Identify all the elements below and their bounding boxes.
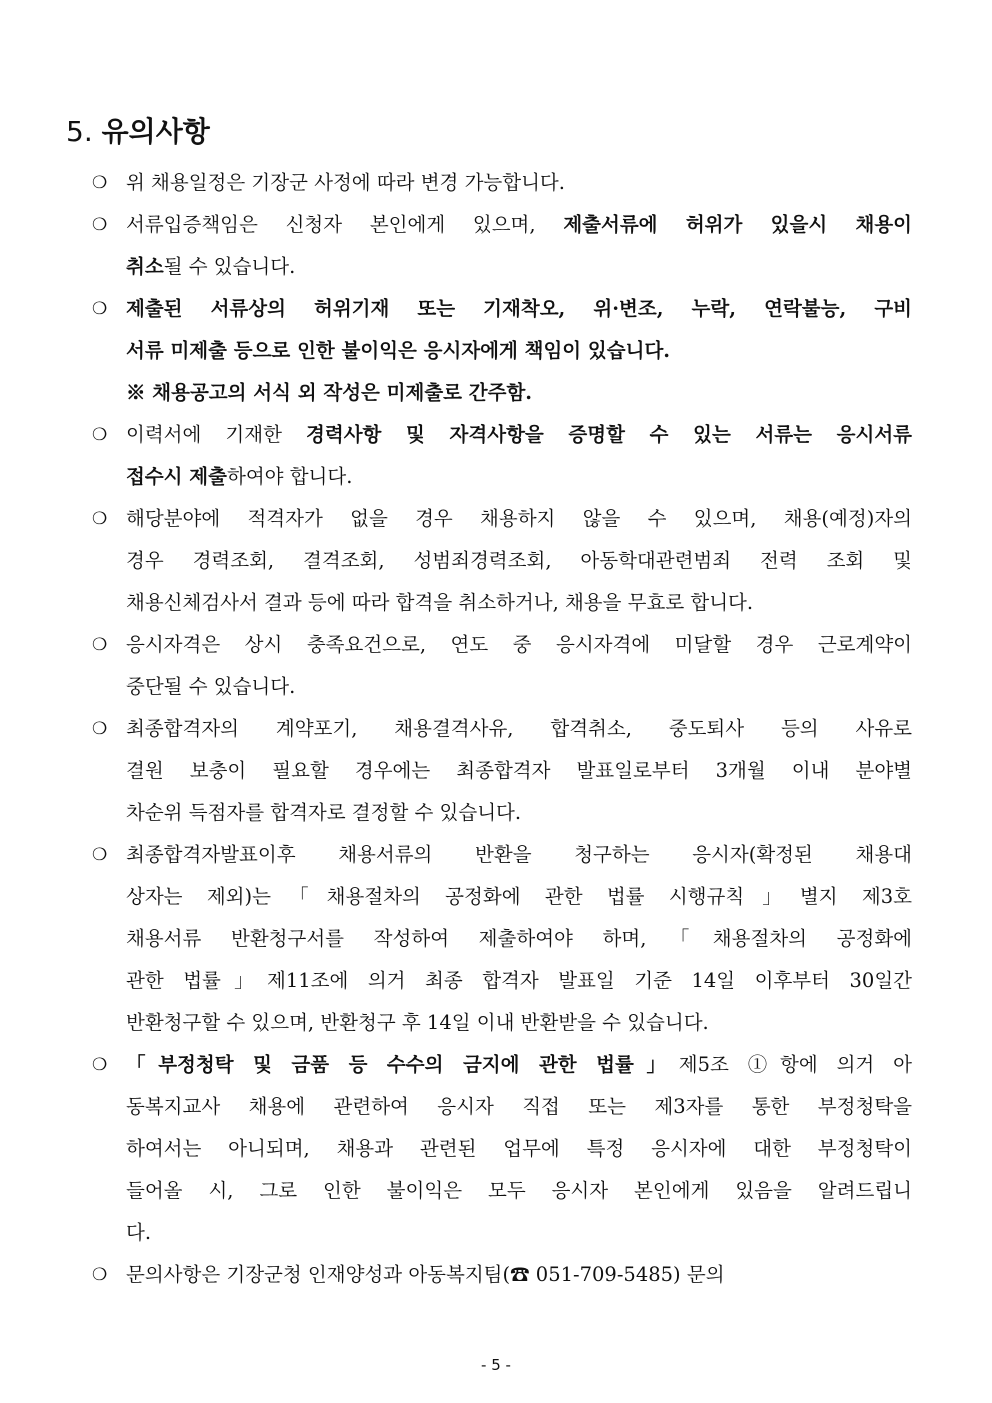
circle-bullet-icon: ❍ [92,215,108,235]
circle-bullet-icon: ❍ [92,719,108,739]
notice-line [126,1212,912,1254]
text-run: 하여야 합니다. [226,465,353,488]
notice-line [126,792,912,834]
notice-line [126,1170,912,1212]
note-line: ※ 채용공고의 서식 외 작성은 미제출로 간주함. [126,381,533,404]
text-run: 제출서류에 허위가 있을시 채용이 [563,213,912,236]
notice-line [126,1128,912,1170]
text-run: 차순위 득점자를 합격자로 결정할 수 있습니다. [126,801,522,824]
notice-item [92,288,912,372]
notice-item [92,204,912,288]
notice-line [126,750,912,792]
text-run: 들어올 시, 그로 인한 불이익은 모두 응시자 본인에게 있음을 알려드립니 [126,1179,912,1202]
text-run: 최종합격자발표이후 채용서류의 반환을 청구하는 응시자(확정된 채용대 [126,843,912,866]
text-run: 취소 [126,255,164,278]
section-number: 5. [66,115,93,148]
notice-line [126,330,912,372]
notice-item [92,162,912,204]
text-run: 채용신체검사서 결과 등에 따라 합격을 취소하거나, 채용을 무효로 합니다. [126,591,754,614]
text-run: 동복지교사 채용에 관련하여 응시자 직접 또는 제3자를 통한 부정청탁을 [126,1095,912,1118]
circle-bullet-icon: ❍ [92,1265,108,1285]
text-run: 최종합격자의 계약포기, 채용결격사유, 합격취소, 중도퇴사 등의 사유로 [126,717,912,740]
notice-line [126,960,912,1002]
text-run: 다. [126,1221,152,1244]
text-run: 채용서류 반환청구서를 작성하여 제출하여야 하며,「채용절차의 공정화에 [126,927,912,950]
notice-line [126,540,912,582]
notice-line [126,288,912,330]
section-heading [66,112,210,152]
notice-item [92,414,912,498]
text-run: 결원 보충이 필요할 경우에는 최종합격자 발표일로부터 3개월 이내 분야별 [126,759,912,782]
notice-line [126,204,912,246]
text-run: 접수시 제출 [126,465,227,488]
notice-item [92,834,912,1044]
text-run: 위 채용일정은 기장군 사정에 따라 변경 가능합니다. [126,171,565,194]
notice-item [92,1044,912,1254]
notice-line [126,834,912,876]
circle-bullet-icon: ❍ [92,1055,108,1075]
notice-line [126,414,912,456]
text-run: 이력서에 기재한 [126,423,307,446]
notice-line [126,582,912,624]
notice-line [126,1254,912,1296]
notice-line [126,162,912,204]
notice-line [126,1002,912,1044]
notice-item [92,1254,912,1296]
notice-line [126,918,912,960]
text-run: 서류입증책임은 신청자 본인에게 있으며, [126,213,564,236]
notice-item [92,498,912,624]
circle-bullet-icon: ❍ [92,845,108,865]
circle-bullet-icon: ❍ [92,425,108,445]
circle-bullet-icon: ❍ [92,635,108,655]
text-run: 서류 미제출 등으로 인한 불이익은 응시자에게 책임이 있습니다. [126,339,671,362]
notice-item [92,708,912,834]
notice-line [126,1044,912,1086]
notice-line [126,1086,912,1128]
text-run: 관한 법률」제11조에 의거 최종 합격자 발표일 기준 14일 이후부터 30일간 [126,969,912,992]
notice-line [126,246,912,288]
circle-bullet-icon: ❍ [92,173,108,193]
circle-bullet-icon: ❍ [92,299,108,319]
notice-line [126,498,912,540]
circle-bullet-icon: ❍ [92,509,108,529]
text-run: 문의사항은 기장군청 인재양성과 아동복지팀(☎ 051-709-5485) 문의 [126,1263,725,1286]
notice-line [126,624,912,666]
text-run: 제5조 ①항에 의거 아 [678,1053,912,1076]
page-number: - 5 - [481,1356,511,1374]
text-run: 제출된 서류상의 허위기재 또는 기재착오, 위·변조, 누락, 연락불능, 구비 [126,297,912,320]
text-run: 해당분야에 적격자가 없을 경우 채용하지 않을 수 있으며, 채용(예정)자의 [126,507,912,530]
notice-line [126,456,912,498]
notice-line [126,876,912,918]
notice-line [126,666,912,708]
text-run: 경우 경력조회, 결격조회, 성범죄경력조회, 아동학대관련범죄 전력 조회 및 [126,549,912,572]
section-title: 유의사항 [101,115,210,148]
text-run: 상자는 제외)는「채용절차의 공정화에 관한 법률 시행규칙」별지 제3호 [126,885,912,908]
text-run: 경력사항 및 자격사항을 증명할 수 있는 서류는 응시서류 [306,423,912,446]
text-run: 중단될 수 있습니다. [126,675,296,698]
text-run: 「부정청탁 및 금품 등 수수의 금지에 관한 법률」 [126,1053,679,1076]
text-run: 하여서는 아니되며, 채용과 관련된 업무에 특정 응시자에 대한 부정청탁이 [126,1137,912,1160]
notice-line [126,708,912,750]
text-run: 될 수 있습니다. [163,255,296,278]
text-run: 반환청구할 수 있으며, 반환청구 후 14일 이내 반환받을 수 있습니다. [126,1011,709,1034]
text-run: 응시자격은 상시 충족요건으로, 연도 중 응시자격에 미달할 경우 근로계약이 [126,633,912,656]
notice-item [92,624,912,708]
